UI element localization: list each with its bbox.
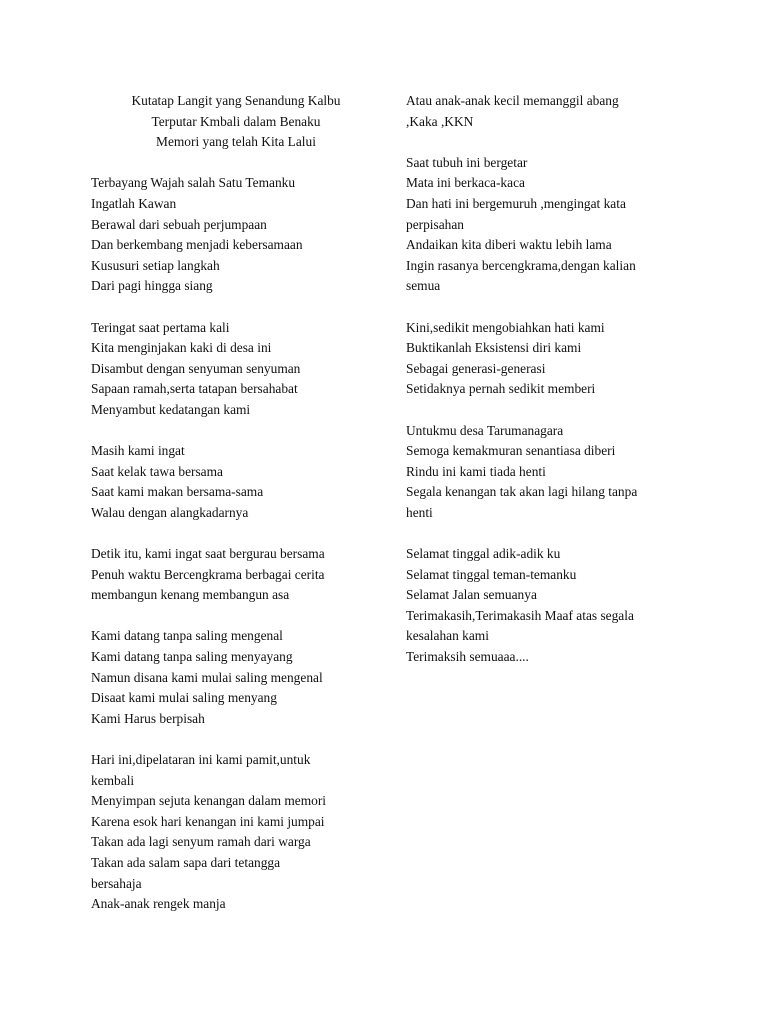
title-line: Kutatap Langit yang Senandung Kalbu [131,93,341,108]
title-line: Terputar Kmbali dalam Benaku [151,113,321,129]
poem-line: Namun disana kami mulai saling mengenal [91,669,323,685]
poem-line: Segala kenangan tak akan lagi hilang tanpa [406,484,638,500]
poem-line: Terimakasih,Terimakasih Maaf atas segala [406,607,634,623]
poem-line: Dan hati ini bergemuruh ,mengingat kata [406,195,626,211]
poem-line: Kami datang tanpa saling mengenal [91,628,283,644]
poem-title [91,91,381,153]
stanza [406,91,696,132]
poem-line: Semoga kemakmuran senantiasa diberi [406,443,616,459]
right-column [406,91,696,668]
poem-line: kembali [91,772,135,788]
poem-line: Dan berkembang menjadi kebersamaan [91,237,303,253]
poem-line: Takan ada lagi senyum ramah dari warga [91,834,311,850]
poem-line: Kususuri setiap langkah [91,257,220,273]
stanza [91,626,381,729]
poem-line: henti [406,504,433,520]
poem-line: Terbayang Wajah salah Satu Temanku [91,175,296,191]
poem-line: Mata ini berkaca-kaca [406,175,525,191]
poem-line: Andaikan kita diberi waktu lebih lama [406,237,612,253]
poem-line: Buktikanlah Eksistensi diri kami [406,340,582,356]
poem-line: semua [406,278,441,294]
poem-line: Kami datang tanpa saling menyayang [91,649,293,665]
poem-line: Teringat saat pertama kali [91,319,230,335]
stanza [406,153,696,297]
poem-line: Disambut dengan senyuman senyuman [91,360,301,376]
poem-line: Rindu ini kami tiada henti [406,463,546,479]
poem-line: Atau anak-anak kecil memanggil abang [406,93,619,108]
poem-line: Berawal dari sebuah perjumpaan [91,216,267,232]
poem-line: Saat tubuh ini bergetar [406,154,528,170]
poem-line: Selamat tinggal teman-temanku [406,566,577,582]
poem-line: Sebagai generasi-generasi [406,360,546,376]
left-column [91,91,381,915]
poem-line: Menyimpan sejuta kenangan dalam memori [91,793,327,809]
poem-line: Takan ada salam sapa dari tetangga [91,854,281,870]
poem-line: Walau dengan alangkadarnya [91,504,249,520]
poem-line: bersahaja [91,875,142,891]
stanza [406,318,696,400]
stanza [91,544,381,606]
poem-line: perpisahan [406,216,465,232]
stanza [91,441,381,523]
poem-line: Selamat tinggal adik-adik ku [406,546,561,562]
poem-line: Ingin rasanya bercengkrama,dengan kalian [406,257,636,273]
stanza [406,421,696,524]
stanza [91,750,381,915]
poem-line: membangun kenang membangun asa [91,587,290,603]
poem-line: kesalahan kami [406,628,489,644]
poem-line: Detik itu, kami ingat saat bergurau bersama [91,546,325,562]
poem-line: Untukmu desa Tarumanagara [406,422,564,438]
poem-line: Terimaksih semuaaa.... [406,649,529,665]
poem-line: Disaat kami mulai saling menyang [91,690,277,706]
title-line: Memori yang telah Kita Lalui [156,134,316,150]
poem-line: ,Kaka ,KKN [406,113,474,129]
poem-line: Kami Harus berpisah [91,710,205,726]
poem-line: Masih kami ingat [91,443,185,459]
poem-line: Kita menginjakan kaki di desa ini [91,340,272,356]
poem-line: Anak-anak rengek manja [91,896,226,912]
poem-line: Kini,sedikit mengobiahkan hati kami [406,319,605,335]
poem-line: Menyambut kedatangan kami [91,401,251,417]
poem-line: Hari ini,dipelataran ini kami pamit,untuk [91,752,311,767]
stanza [91,173,381,297]
poem-line: Saat kelak tawa bersama [91,463,223,479]
poem-line: Penuh waktu Bercengkrama berbagai cerita [91,566,325,582]
poem-line: Ingatlah Kawan [91,195,177,211]
poem-line: Setidaknya pernah sedikit memberi [406,381,596,397]
stanza [406,544,696,668]
poem-line: Saat kami makan bersama-sama [91,484,264,500]
poem-line: Sapaan ramah,serta tatapan bersahabat [91,381,298,397]
stanza [91,318,381,421]
poem-line: Selamat Jalan semuanya [406,587,537,603]
poem-line: Dari pagi hingga siang [91,278,213,294]
poem-line: Karena esok hari kenangan ini kami jumpai [91,813,325,829]
